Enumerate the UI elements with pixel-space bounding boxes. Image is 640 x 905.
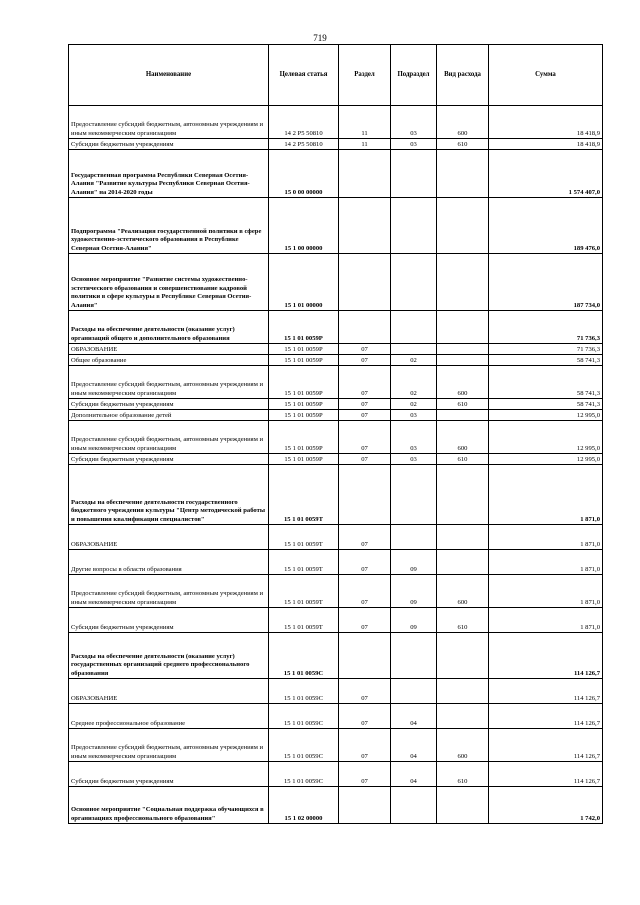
cell-name: Субсидии бюджетным учреждениям [69,608,269,633]
table-row [69,525,603,550]
cell-code: 15 1 01 0059Т [269,550,339,575]
cell-sum: 1 871,0 [489,575,603,608]
cell-razdel: 07 [339,421,391,454]
cell-name: Другие вопросы в области образования [69,550,269,575]
cell-razdel: 07 [339,679,391,704]
cell-name: Предоставление субсидий бюджетным, автономным учреждениям и иным некоммерческим организациям [69,366,269,399]
cell-podrazdel: 02 [391,355,437,366]
cell-razdel [339,311,391,344]
table-row [69,150,603,198]
cell-name: Предоставление субсидий бюджетным, автономным учреждениям и иным некоммерческим организациям [69,106,269,139]
table-row [69,575,603,608]
cell-code: 15 1 01 0059Р [269,421,339,454]
cell-razdel: 07 [339,399,391,410]
cell-razdel [339,198,391,254]
cell-sum: 1 871,0 [489,550,603,575]
cell-podrazdel: 04 [391,762,437,787]
cell-vid [437,198,489,254]
cell-razdel: 07 [339,729,391,762]
cell-podrazdel [391,465,437,525]
table-row [69,633,603,679]
cell-name: Расходы на обеспечение деятельности (оказание услуг) организаций общего и дополнительного образования [69,311,269,344]
cell-name: ОБРАЗОВАНИЕ [69,525,269,550]
cell-name: Расходы на обеспечение деятельности государственного бюджетного учреждения культуры "Центр методической работы и повышения квалификации специалистов" [69,465,269,525]
cell-name: Основное мероприятие "Социальная поддержка обучающихся в организациях профессионального образования" [69,787,269,824]
cell-sum: 114 126,7 [489,729,603,762]
cell-podrazdel: 02 [391,366,437,399]
cell-podrazdel: 09 [391,575,437,608]
cell-code: 15 1 01 0059Т [269,465,339,525]
cell-sum: 189 476,0 [489,198,603,254]
cell-sum: 12 995,0 [489,421,603,454]
cell-code: 15 0 00 00000 [269,150,339,198]
cell-vid [437,344,489,355]
cell-sum: 18 418,9 [489,106,603,139]
cell-sum: 71 736,3 [489,311,603,344]
cell-code: 15 1 01 0059Р [269,311,339,344]
cell-name: Предоставление субсидий бюджетным, автономным учреждениям и иным некоммерческим организациям [69,729,269,762]
cell-sum: 71 736,3 [489,344,603,355]
cell-podrazdel: 03 [391,421,437,454]
cell-code: 15 1 00 00000 [269,198,339,254]
cell-code: 15 1 02 00000 [269,787,339,824]
cell-vid [437,355,489,366]
table-row [69,311,603,344]
cell-name: Предоставление субсидий бюджетным, автономным учреждениям и иным некоммерческим организациям [69,421,269,454]
cell-name: Расходы на обеспечение деятельности (оказание услуг) государственных организаций среднего профессионального образования [69,633,269,679]
cell-razdel [339,787,391,824]
cell-name: Подпрограмма "Реализация государственной политики в сфере художественно-эстетического образования в Республике Северная Осетия-Алания" [69,198,269,254]
cell-razdel: 07 [339,550,391,575]
table-row [69,106,603,139]
cell-code: 15 1 01 0059Т [269,608,339,633]
cell-vid [437,465,489,525]
cell-podrazdel: 09 [391,608,437,633]
cell-sum: 58 741,3 [489,366,603,399]
table-header-row [69,45,603,106]
cell-razdel: 07 [339,525,391,550]
cell-razdel: 11 [339,139,391,150]
cell-vid [437,525,489,550]
cell-sum: 58 741,3 [489,399,603,410]
cell-name: Субсидии бюджетным учреждениям [69,454,269,465]
cell-name: Среднее профессиональное образование [69,704,269,729]
cell-name: Дополнительное образование детей [69,410,269,421]
cell-razdel: 07 [339,410,391,421]
cell-vid: 610 [437,762,489,787]
cell-vid: 600 [437,575,489,608]
cell-podrazdel: 04 [391,729,437,762]
table-row [69,762,603,787]
header-sum: Сумма [489,45,603,106]
table-row [69,421,603,454]
table-row [69,355,603,366]
cell-name: Государственная программа Республики Северная Осетия-Алания "Развитие культуры Республики Северная Осетия-Алания" на 2014-2020 годы [69,150,269,198]
table-row [69,704,603,729]
cell-razdel: 07 [339,344,391,355]
table-row [69,787,603,824]
cell-sum: 1 871,0 [489,465,603,525]
table-row [69,399,603,410]
cell-razdel: 07 [339,575,391,608]
cell-vid: 610 [437,454,489,465]
cell-code: 15 1 01 0059Р [269,410,339,421]
budget-table [68,44,603,824]
cell-vid [437,150,489,198]
cell-name: Основное мероприятие "Развитие системы художественно-эстетического образования и совершенствование кадровой политики в сфере культуры в Республике Северная Осетия-Алания" [69,254,269,311]
cell-razdel: 07 [339,454,391,465]
cell-podrazdel [391,344,437,355]
cell-podrazdel [391,525,437,550]
cell-sum: 114 126,7 [489,679,603,704]
header-vid: Вид расхода [437,45,489,106]
page-number: 719 [313,33,327,43]
cell-code: 15 1 01 0059Р [269,454,339,465]
cell-vid: 610 [437,399,489,410]
cell-name: ОБРАЗОВАНИЕ [69,679,269,704]
cell-sum: 114 126,7 [489,762,603,787]
cell-vid: 600 [437,729,489,762]
table-row [69,366,603,399]
cell-vid [437,787,489,824]
cell-code: 14 2 P5 50810 [269,106,339,139]
cell-code: 15 1 01 0059Т [269,575,339,608]
cell-code: 15 1 01 0059Р [269,355,339,366]
cell-vid: 600 [437,106,489,139]
table-row [69,465,603,525]
cell-podrazdel [391,311,437,344]
cell-sum: 1 574 407,0 [489,150,603,198]
table-row [69,550,603,575]
cell-podrazdel [391,787,437,824]
cell-sum: 1 871,0 [489,525,603,550]
table-row [69,410,603,421]
table-row [69,679,603,704]
cell-podrazdel: 02 [391,399,437,410]
table-row [69,198,603,254]
table-row [69,454,603,465]
cell-code: 14 2 P5 50810 [269,139,339,150]
cell-sum: 1 871,0 [489,608,603,633]
cell-podrazdel [391,633,437,679]
cell-code: 15 1 01 0059С [269,704,339,729]
cell-sum: 114 126,7 [489,704,603,729]
cell-razdel [339,150,391,198]
cell-name: Субсидии бюджетным учреждениям [69,139,269,150]
cell-podrazdel: 09 [391,550,437,575]
cell-podrazdel: 03 [391,139,437,150]
table-row [69,729,603,762]
cell-code: 15 1 01 0059С [269,679,339,704]
cell-name: ОБРАЗОВАНИЕ [69,344,269,355]
cell-sum: 18 418,9 [489,139,603,150]
cell-name: Субсидии бюджетным учреждениям [69,762,269,787]
cell-razdel: 07 [339,704,391,729]
cell-sum: 187 734,0 [489,254,603,311]
cell-vid: 600 [437,421,489,454]
header-razdel: Раздел [339,45,391,106]
cell-code: 15 1 01 0059С [269,729,339,762]
cell-razdel: 07 [339,366,391,399]
cell-vid: 600 [437,366,489,399]
cell-vid [437,679,489,704]
cell-vid: 610 [437,139,489,150]
cell-vid [437,704,489,729]
cell-sum: 12 995,0 [489,454,603,465]
cell-name: Предоставление субсидий бюджетным, автономным учреждениям и иным некоммерческим организациям [69,575,269,608]
table-row [69,254,603,311]
cell-code: 15 1 01 0059Р [269,344,339,355]
cell-podrazdel [391,150,437,198]
cell-razdel: 07 [339,355,391,366]
cell-sum: 1 742,0 [489,787,603,824]
cell-podrazdel [391,679,437,704]
cell-razdel: 11 [339,106,391,139]
cell-sum: 12 995,0 [489,410,603,421]
cell-razdel [339,254,391,311]
cell-code: 15 1 01 0059Р [269,366,339,399]
cell-code: 15 1 01 0059Р [269,399,339,410]
cell-razdel: 07 [339,608,391,633]
cell-razdel [339,633,391,679]
cell-code: 15 1 01 0059Т [269,525,339,550]
table-row [69,608,603,633]
cell-razdel: 07 [339,762,391,787]
table-row [69,344,603,355]
header-name: Наименование [69,45,269,106]
cell-podrazdel: 04 [391,704,437,729]
cell-sum: 58 741,3 [489,355,603,366]
table-body [69,106,603,824]
header-podrazdel: Подраздел [391,45,437,106]
cell-vid [437,550,489,575]
cell-podrazdel [391,254,437,311]
cell-podrazdel: 03 [391,410,437,421]
cell-vid [437,633,489,679]
cell-code: 15 1 01 0059С [269,762,339,787]
header-code: Целевая статья [269,45,339,106]
cell-sum: 114 126,7 [489,633,603,679]
cell-vid [437,311,489,344]
cell-razdel [339,465,391,525]
table-row [69,139,603,150]
cell-name: Общее образование [69,355,269,366]
cell-name: Субсидии бюджетным учреждениям [69,399,269,410]
cell-vid: 610 [437,608,489,633]
cell-podrazdel: 03 [391,106,437,139]
cell-code: 15 1 01 00000 [269,254,339,311]
cell-code: 15 1 01 0059С [269,633,339,679]
cell-podrazdel: 03 [391,454,437,465]
cell-vid [437,254,489,311]
cell-vid [437,410,489,421]
cell-podrazdel [391,198,437,254]
